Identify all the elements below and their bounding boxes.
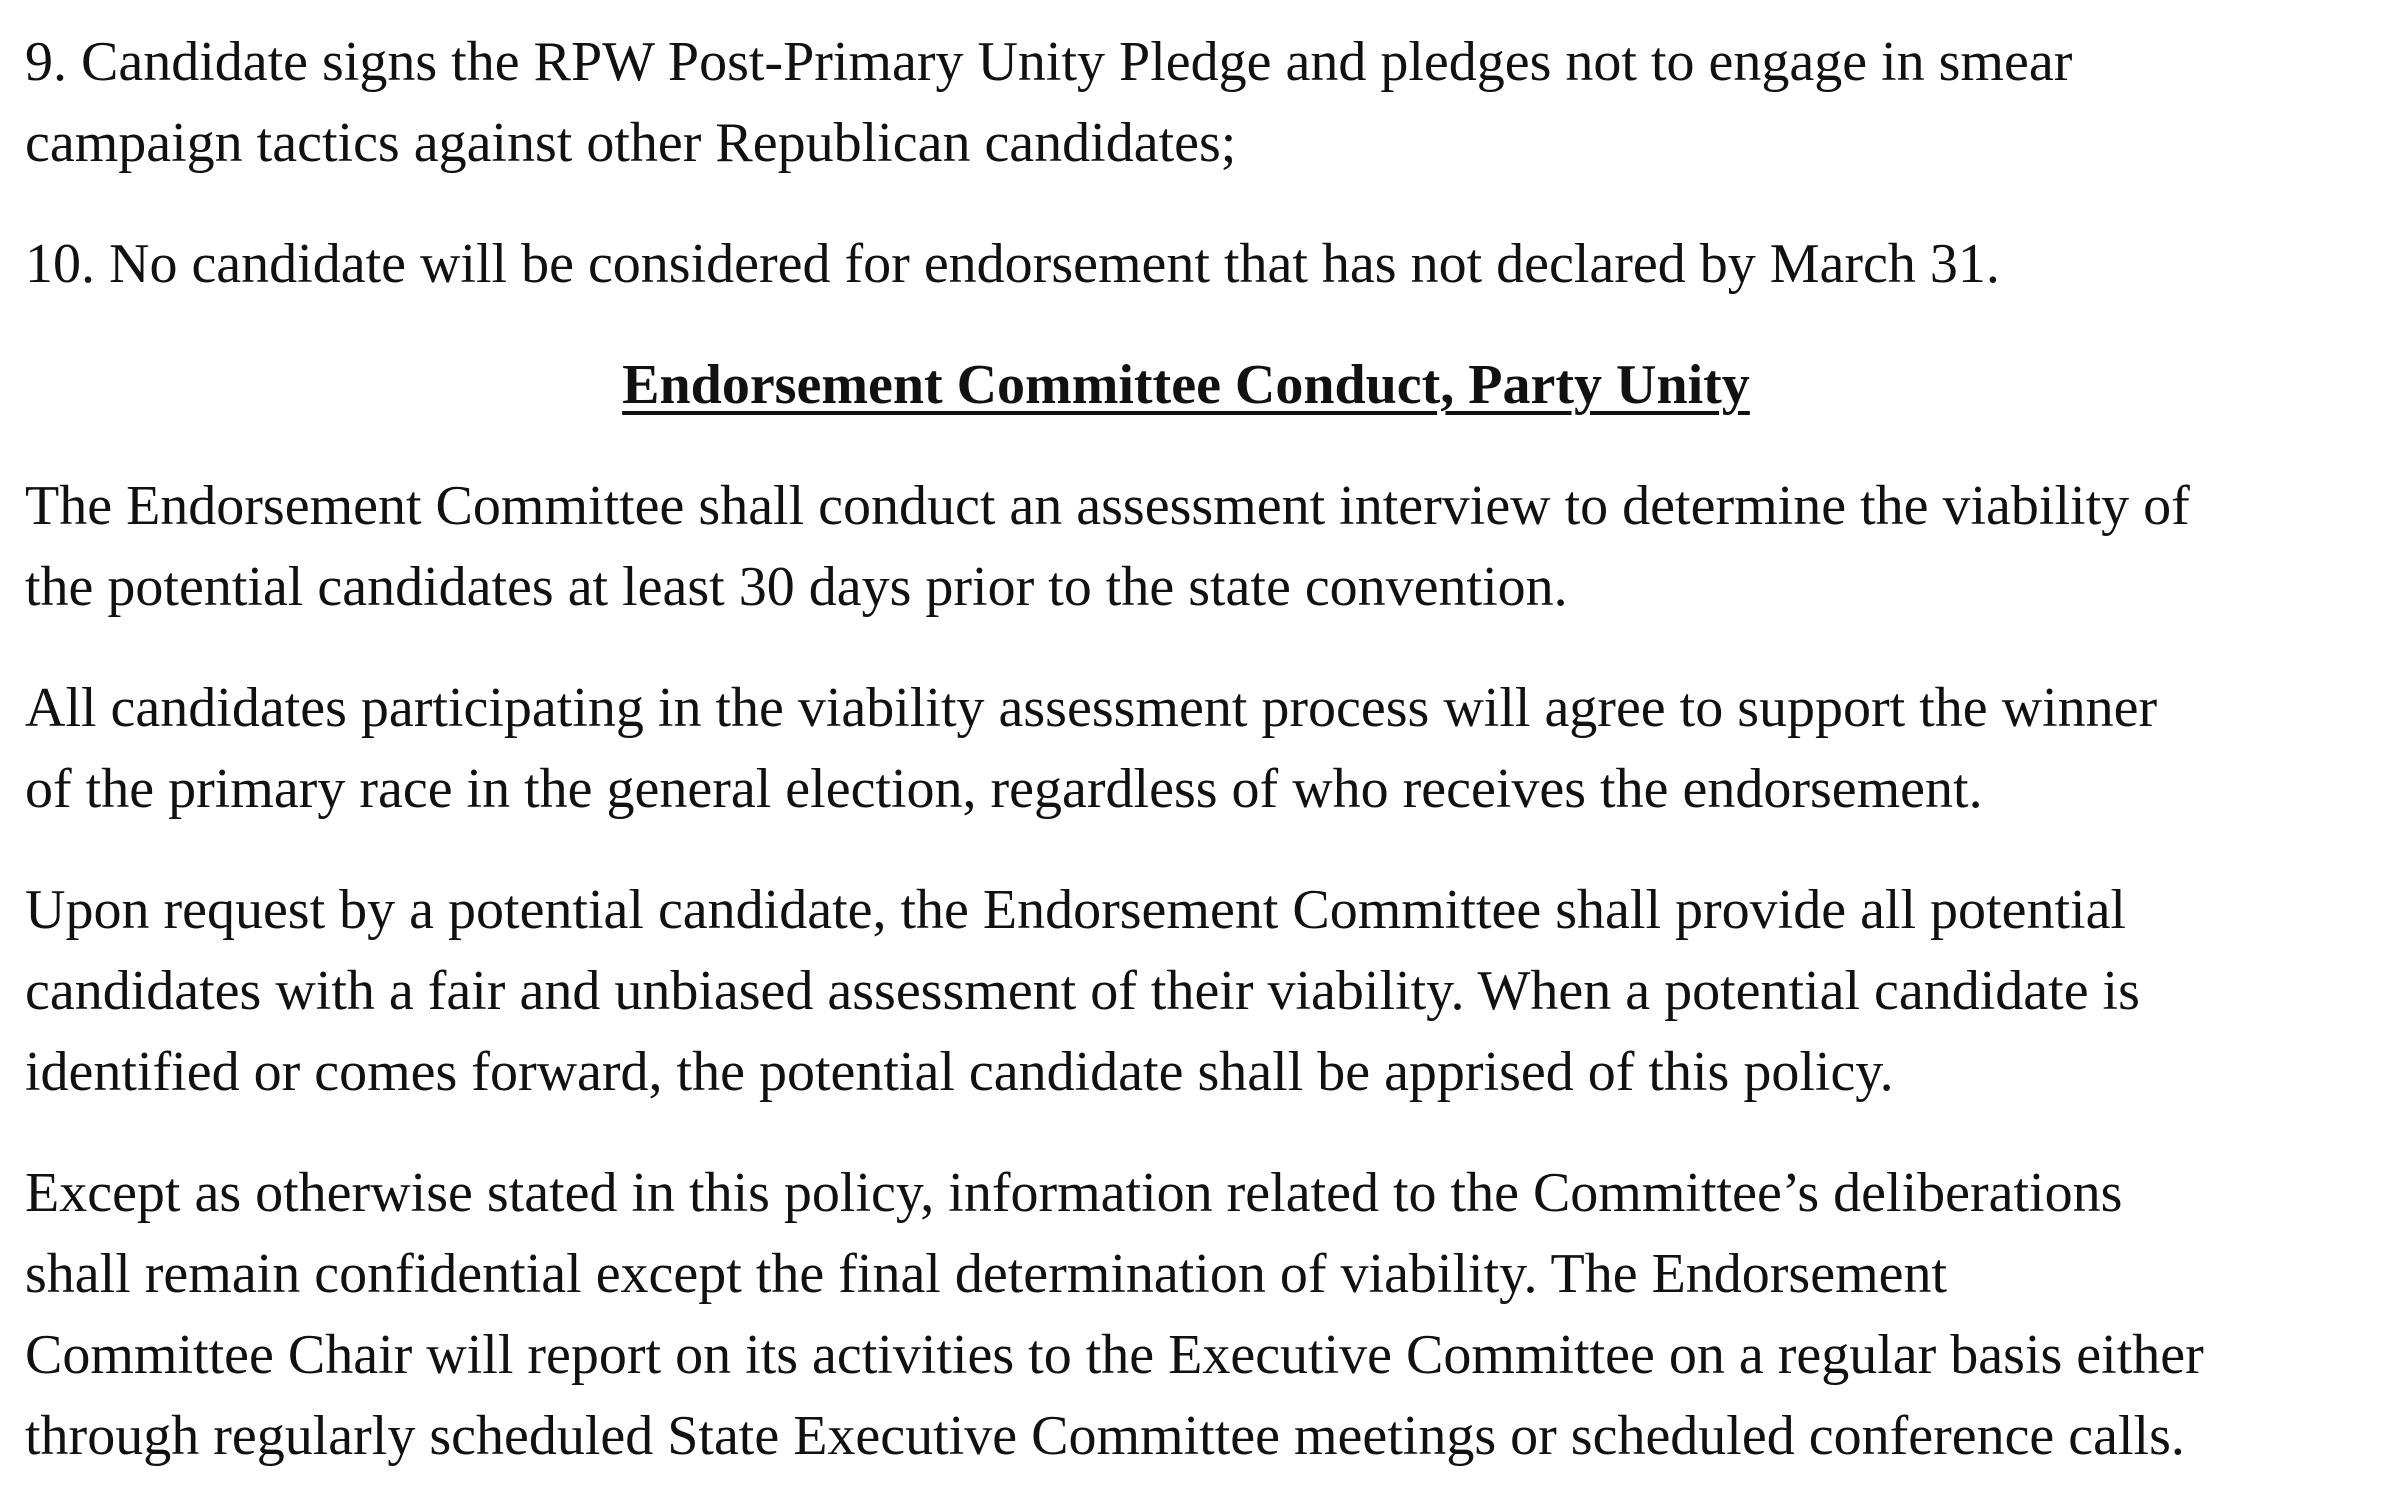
list-item-10: [25, 224, 2400, 305]
paragraph-viability-assessment: [25, 870, 2400, 1113]
text-line: 9. Candidate signs the RPW Post-Primary Unity Pledge and pledges not to engage in smear: [25, 31, 2073, 93]
text-line: through regularly scheduled State Executive Committee meetings or scheduled conference calls.: [25, 1405, 2185, 1467]
section-heading-text: Endorsement Committee Conduct, Party Unity: [622, 354, 1750, 416]
paragraph-assessment-interview: [25, 466, 2400, 628]
paragraph-confidentiality: [25, 1153, 2400, 1477]
text-line: candidates with a fair and unbiased assessment of their viability. When a potential candidate is: [25, 960, 2140, 1022]
text-line: Upon request by a potential candidate, the Endorsement Committee shall provide all potential: [25, 879, 2126, 941]
text-line: campaign tactics against other Republican candidates;: [25, 112, 1237, 174]
text-line: Committee Chair will report on its activities to the Executive Committee on a regular basis either: [25, 1324, 2204, 1386]
section-heading: [0, 345, 2400, 426]
text-line: The Endorsement Committee shall conduct an assessment interview to determine the viability of: [25, 475, 2190, 537]
text-line: Except as otherwise stated in this policy, information related to the Committee’s deliberations: [25, 1162, 2123, 1224]
text-line: shall remain confidential except the final determination of viability. The Endorsement: [25, 1243, 1948, 1305]
text-line: 10. No candidate will be considered for endorsement that has not declared by March 31.: [25, 233, 2000, 295]
list-item-9: [25, 22, 2400, 184]
text-line: All candidates participating in the viability assessment process will agree to support the winner: [25, 677, 2158, 739]
text-line: the potential candidates at least 30 days prior to the state convention.: [25, 556, 1568, 618]
text-line: identified or comes forward, the potential candidate shall be apprised of this policy.: [25, 1041, 1894, 1103]
text-line: of the primary race in the general election, regardless of who receives the endorsement.: [25, 758, 1983, 820]
paragraph-support-winner: [25, 668, 2400, 830]
